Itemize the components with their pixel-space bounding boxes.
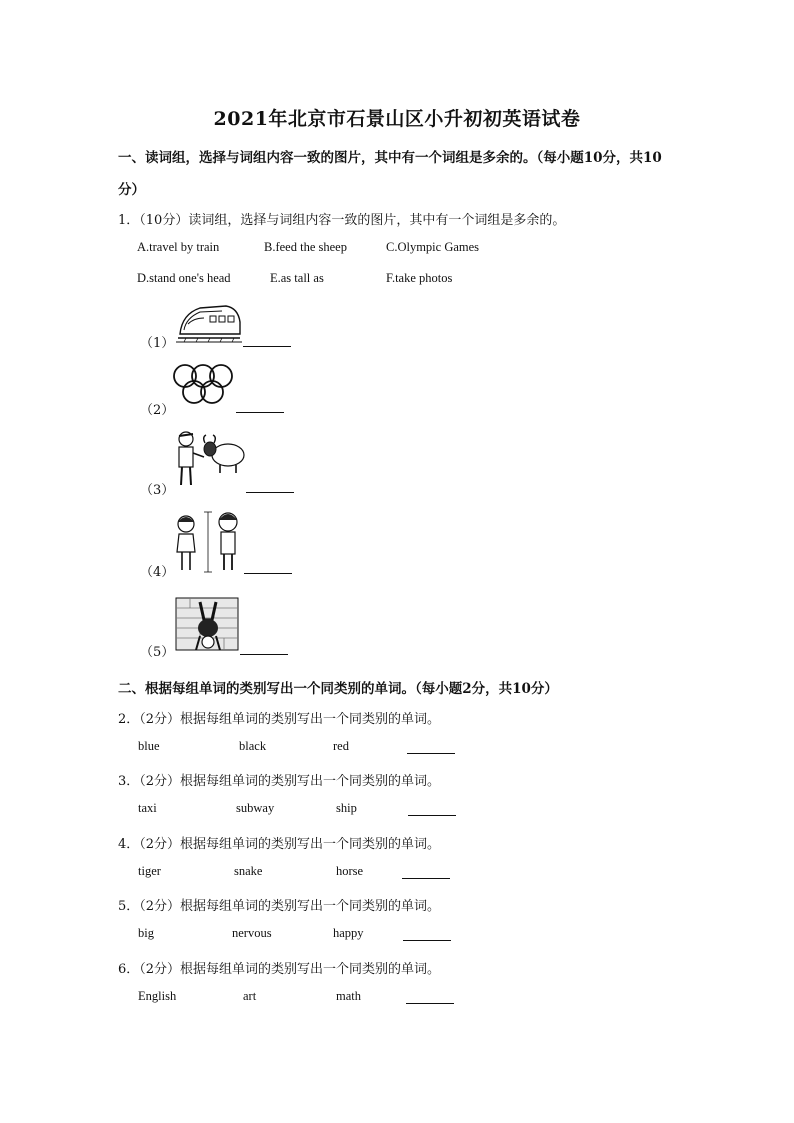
handstand-icon (174, 596, 240, 654)
q3-word-3: ship (336, 801, 357, 815)
q5-stem: 5．（2分）根据每组单词的类别写出一个同类别的单词。 (118, 899, 441, 914)
q4-word-2: snake (234, 864, 263, 878)
option-e: E.as tall as (270, 271, 324, 285)
q4-word-3: horse (336, 864, 364, 878)
answer-blank-4[interactable] (244, 573, 292, 574)
section1-heading: 一、读词组，选择与词组内容一致的图片，其中有一个词组是多余的。（每小题10分，共10 (118, 150, 662, 166)
q3-word-2: subway (236, 801, 275, 815)
q6-word-2: art (243, 989, 257, 1003)
page-title: 2021年北京市石景山区小升初初英语试卷 (213, 108, 581, 130)
pic-label-3: （3） (140, 483, 175, 498)
q5-word-2: nervous (232, 926, 272, 940)
answer-blank-q3[interactable] (408, 815, 456, 816)
answer-blank-1[interactable] (243, 346, 291, 347)
q5-word-3: happy (333, 926, 364, 940)
section1-heading-cont: 分） (118, 182, 145, 198)
option-d: D.stand one's head (137, 271, 231, 285)
train-icon (176, 300, 242, 346)
boy-feeding-sheep-icon (172, 427, 248, 491)
answer-blank-q6[interactable] (406, 1003, 454, 1004)
option-c: C.Olympic Games (386, 240, 480, 254)
q3-word-1: taxi (138, 801, 157, 815)
pic-label-4: （4） (140, 565, 175, 580)
q2-stem: 2．（2分）根据每组单词的类别写出一个同类别的单词。 (118, 712, 441, 727)
answer-blank-5[interactable] (240, 654, 288, 655)
pic-label-1: （1） (140, 336, 175, 351)
answer-blank-2[interactable] (236, 412, 284, 413)
q2-word-2: black (239, 739, 267, 753)
q3-stem: 3．（2分）根据每组单词的类别写出一个同类别的单词。 (118, 774, 441, 789)
q2-word-3: red (333, 739, 349, 753)
answer-blank-q4[interactable] (402, 878, 450, 879)
two-kids-height-icon (172, 508, 244, 574)
q6-word-3: math (336, 989, 361, 1003)
option-f: F.take photos (386, 271, 453, 285)
pic-label-2: （2） (140, 403, 175, 418)
q4-stem: 4．（2分）根据每组单词的类别写出一个同类别的单词。 (118, 837, 441, 852)
olympic-rings-icon (172, 358, 234, 412)
q1-stem: 1．（10分）读词组，选择与词组内容一致的图片，其中有一个词组是多余的。 (118, 213, 566, 228)
q4-word-1: tiger (138, 864, 161, 878)
answer-blank-q2[interactable] (407, 753, 455, 754)
q6-stem: 6．（2分）根据每组单词的类别写出一个同类别的单词。 (118, 962, 441, 977)
answer-blank-q5[interactable] (403, 940, 451, 941)
q2-word-1: blue (138, 739, 160, 753)
answer-blank-3[interactable] (246, 492, 294, 493)
q6-word-1: English (138, 989, 177, 1003)
option-a: A.travel by train (137, 240, 220, 254)
q5-word-1: big (138, 926, 154, 940)
pic-label-5: （5） (140, 645, 175, 660)
section2-heading: 二、根据每组单词的类别写出一个同类别的单词。（每小题2分，共10分） (118, 681, 558, 697)
option-b: B.feed the sheep (264, 240, 347, 254)
